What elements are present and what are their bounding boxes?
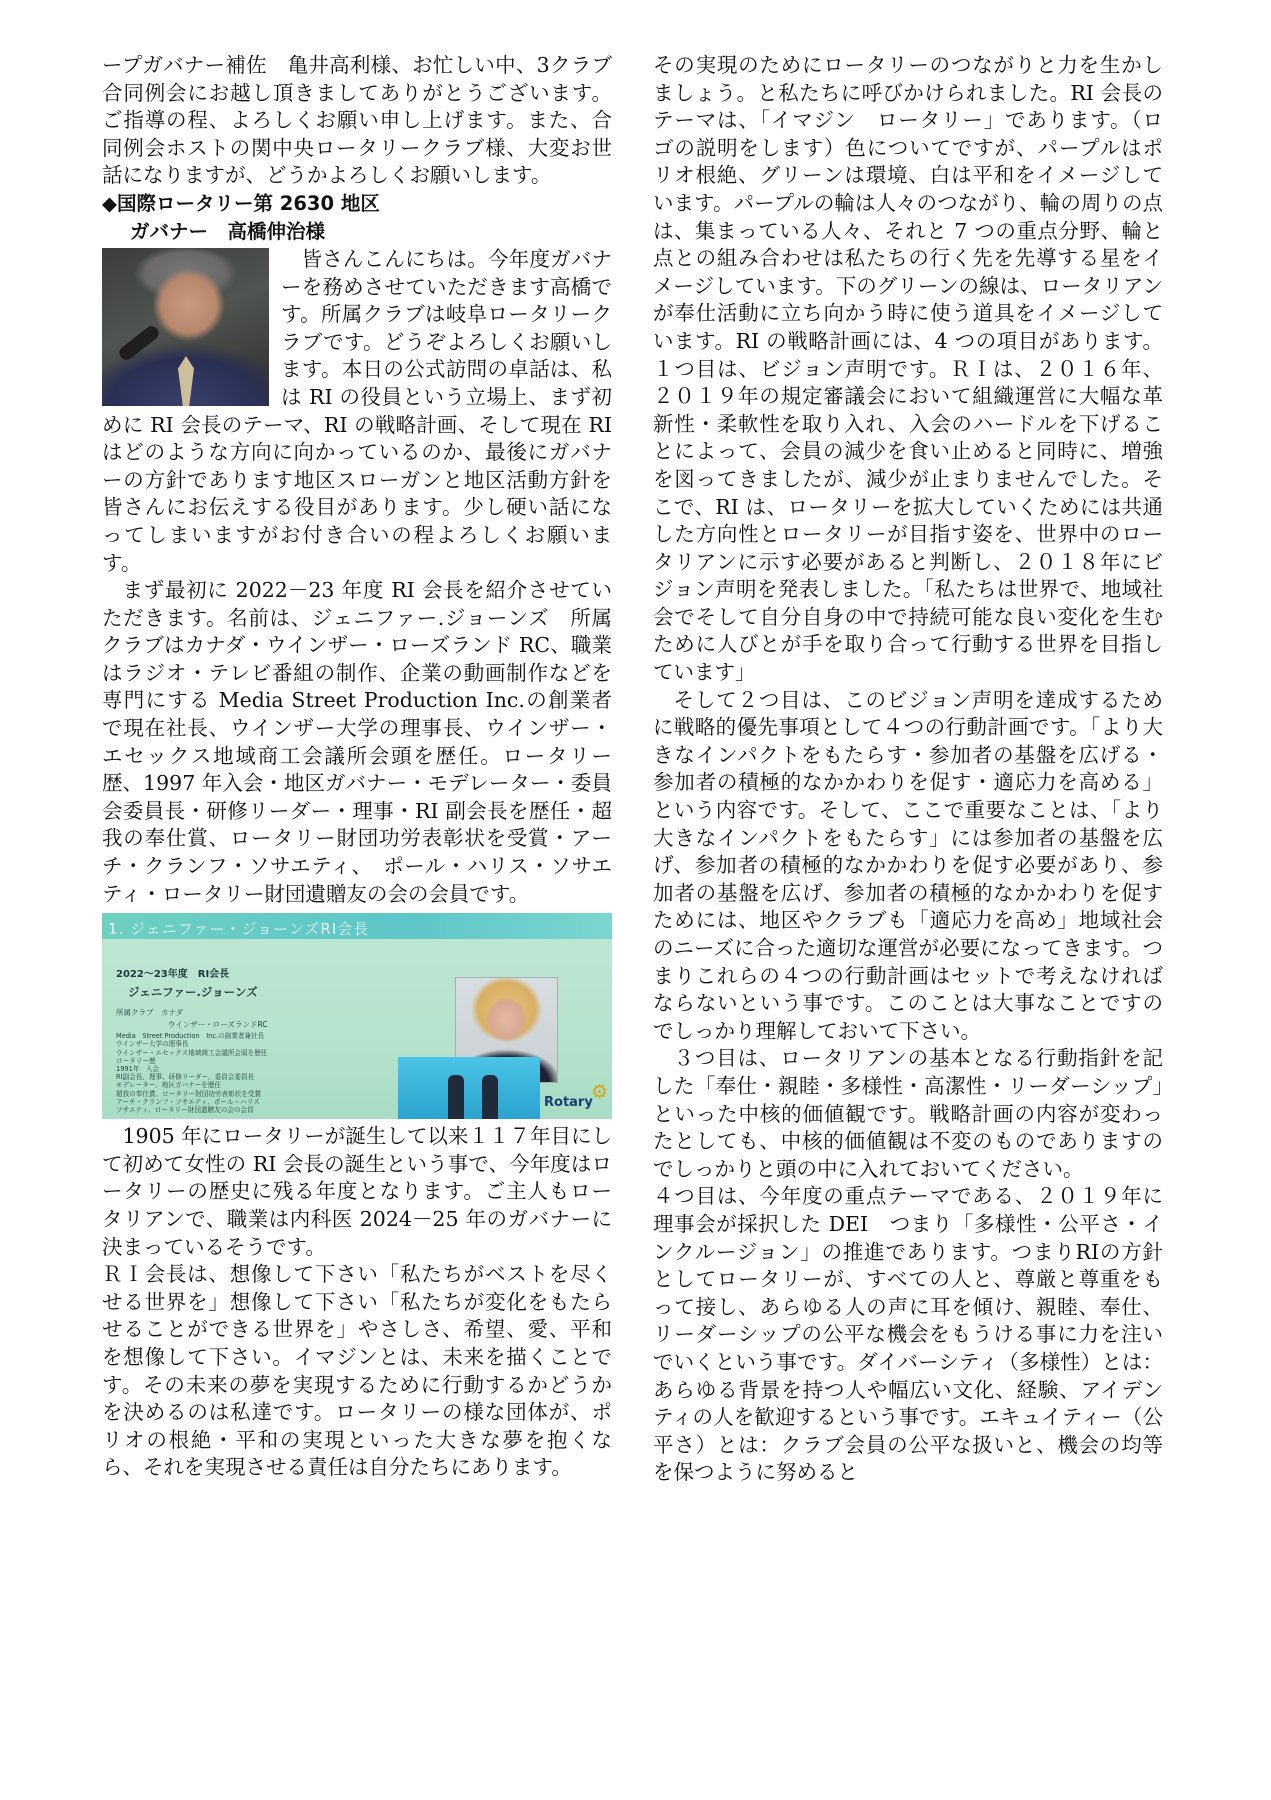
dei-paragraph: ４つ目は、今年度の重点テーマである、２０１９年に理事会が採択した DEI つまり「多様性・公平さ・インクルージョン」の推進であります。つまりRIの方針としてロータリーが、すべての人と、尊厳と尊重をもって接し、あらゆる人の声に耳を傾け、親睦、奉仕、リーダーシップの公平な機会をもうける事に力を注いでいくという事です。ダイバーシティ（多様性）とは：あらゆる背景を持つ人や幅広い文化、経験、アイデンティの人を歓迎するという事です。エキュイティー（公平さ）とは：クラブ会員の公平な扱いと、機会の均等を保つように努めると [653, 1184, 1163, 1485]
core-values-paragraph: ３つ目は、ロータリアンの基本となる行動指針を記した「奉仕・親睦・多様性・高潔性・リーダーシップ」といった中核的価値観です。戦略計画の内容が変わったとしても、中核的価値観は不変のものでありますのでしっかりと頭の中に入れておいてください。 [653, 1046, 1163, 1181]
history-paragraph: 1905 年にロータリーが誕生して以来１１７年目にして初めて女性の RI 会長の誕生という事で、今年度はロータリーの歴史に残る年度となります。ご主人もロータリアンで、職業は内科医 2024－25 年のガバナーに決まっているそうです。 [102, 1124, 612, 1259]
rotary-wheel-icon: ⚙ [591, 1081, 609, 1104]
slide-line: ウインザー大学の理事長 [116, 1040, 189, 1049]
president-intro-paragraph: まず最初に 2022－23 年度 RI 会長を紹介させていただきます。名前は、ジェニファー.ジョーンズ 所属クラブはカナダ・ウインザー・ローズランド RC、職業はラジオ・テレビ番組の制作、企業の動画制作などを専門にする Media Street Production Inc.の創業者で現在社長、ウインザー大学の理事長、ウインザー・エセックス地域商工会議所会頭を歴任。ロータリー歴、1997 年入会・地区ガバナー・モデレーター・委員会委員長・研修リーダー・理事・RI 副会長を歴任・超我の奉仕賞、ロータリー財団功労表彰状を受賞・アーチ・クランフ・ソサエティ、 ポール・ハリス・ソサエティ・ロータリー財団遺贈友の会の会員です。 [102, 578, 612, 906]
slide-club-line1: 所属クラブ カナダ [116, 1008, 184, 1018]
action-plan-paragraph: そして２つ目は、このビジョン声明を達成するために戦略的優先事項として４つの行動計画です。「より大きなインパクトをもたらす・参加者の基盤を広げる・参加者の積極的なかかわりを促す・適応力を高める」という内容です。そして、ここで重要なことは、「より大きなインパクトをもたらす」には参加者の基盤を広げ、参加者の積極的なかかわりを促す必要があり、参加者の基盤を広げ、参加者の積極的なかかわりを促すためには、地区やクラブも「適応力を高め」地域社会のニーズに合った適切な運営が必要になってきます。つまりこれらの４つの行動計画はセットで考えなければならないという事です。このことは大事なことですのでしっかり理解しておいて下さい。 [653, 687, 1163, 1043]
theme-paragraph: ＲＩ会長は、想像して下さい「私たちがベストを尽くせる世界を」想像して下さい「私たちが変化をもたらせることができる世界を」やさしさ、希望、愛、平和を想像して下さい。イマジンとは、未来を描くことです。その未来の夢を実現するために行動するかどうかを決めるのは私達です。ロータリーの様な団体が、ポリオの根絶・平和の実現といった大きな夢を抱くなら、それを実現させる責任は自分たちにあります。 [102, 1262, 612, 1480]
governor-photo [102, 248, 269, 406]
right-column [653, 52, 1163, 1487]
slide-line: アーチ・クランフ・ソサエティ、ポール・ハリス [116, 1097, 260, 1106]
slide-line: ロータリー歴 [116, 1056, 156, 1065]
person-figure [448, 1075, 464, 1119]
stage-photo [398, 1057, 540, 1119]
speaker-name: ガバナー 高橋伸治様 [130, 219, 326, 243]
slide-club-line2: ウインザー・ローズランドRC [168, 1020, 268, 1030]
slide-line: ウインザー・エセックス地域商工会議所会頭を歴任 [116, 1048, 268, 1057]
left-column [102, 52, 612, 1482]
slide-line: ソサエティ、ロータリー財団遺贈友の会の会員 [116, 1106, 254, 1115]
slide-line: Media Street Production Inc.の創業者兼社長 [116, 1032, 265, 1041]
speech-block [102, 246, 612, 577]
slide-line: 1991年 入会 [116, 1065, 160, 1074]
slide-year-label: 2022～23年度 RI会長 [116, 969, 230, 981]
intro-paragraph: ープガバナー補佐 亀井高利様、お忙しい中、3クラブ合同例会にお越し頂きましてありがとうございます。ご指導の程、よろしくお願い申し上げます。また、合同例会ホストの関中央ロータリークラブ様、大変お世話になりますが、どうかよろしくお願いします。 [102, 53, 612, 188]
person-figure [482, 1075, 498, 1119]
slide-title-bar [102, 913, 612, 939]
slide-line: 超我の奉仕賞、ロータリー財団功労表彰状を受賞 [116, 1089, 262, 1098]
section-heading: ◆国際ロータリー第 2630 地区 [102, 191, 380, 215]
speech-paragraph: 皆さんこんにちは。今年度ガバナーを務めさせていただきます高橋です。所属クラブは岐阜ロータリークラブです。どうぞよろしくお願いします。本日の公式訪問の卓話は、私は RI の役員という立場上、まず初めに RI 会長のテーマ、RI の戦略計画、そして現在 RI はどのような方向に向かっているのか、最後にガバナーの方針であります地区スローガンと地区活動方針を皆さんにお伝えする役目があります。少し硬い話になってしまいますがお付き合いの程よろしくお願います。 [102, 246, 612, 575]
theme-continued-paragraph: その実現のためにロータリーのつながりと力を生かしましょう。と私たちに呼びかけられました。RI 会長のテーマは、「イマジン ロータリー」であります。（ロゴの説明をします）色についてですが、パープルはポリオ根絶、グリーンは環境、白は平和をイメージしています。パープルの輪は人々のつながり、輪の周りの点は、集まっている人々、それと 7 つの重点分野、輪と点との組み合わせは私たちの行く先を先導する星をイメージしています。下のグリーンの線は、ロータリアンが奉仕活動に立ち向かう時に使う道具をイメージしています。RI の戦略計画には、4 つの項目があります。１つ目は、ビジョン声明です。ＲＩは、２０１６年、２０１９年の規定審議会において組織運営に大幅な革新性・柔軟性を取り入れ、入会のハードルを下げることによって、会員の減少を食い止めると同時に、増強を図ってきましたが、減少が止まりませんでした。そこで、RI は、ロータリーを拡大していくためには共通した方向性とロータリーが目指す姿を、世界中のロータリアンに示す必要があると判断し、２０１８年にビジョン声明を発表しました。「私たちは世界で、地域社会でそして自分自身の中で持続可能な良い変化を生むために人びとが手を取り合って行動する世界を目指しています」 [653, 53, 1163, 685]
presentation-slide-photo [102, 913, 612, 1119]
slide-title: 1. ジェニファー・ジョーンズRI会長 [108, 920, 370, 939]
slide-line: RI副会長、理事、研修リーダー、委員会委員長 [116, 1073, 255, 1082]
tie-shape [178, 356, 194, 406]
microphone-icon [117, 323, 162, 362]
slide-name: ジェニファー.ジョーンズ [128, 985, 258, 1000]
slide-career-list [116, 1032, 267, 1114]
slide-line: モデレーター、地区ガバナーを歴任 [116, 1081, 222, 1090]
rotary-logo-text: Rotary [544, 1095, 593, 1111]
